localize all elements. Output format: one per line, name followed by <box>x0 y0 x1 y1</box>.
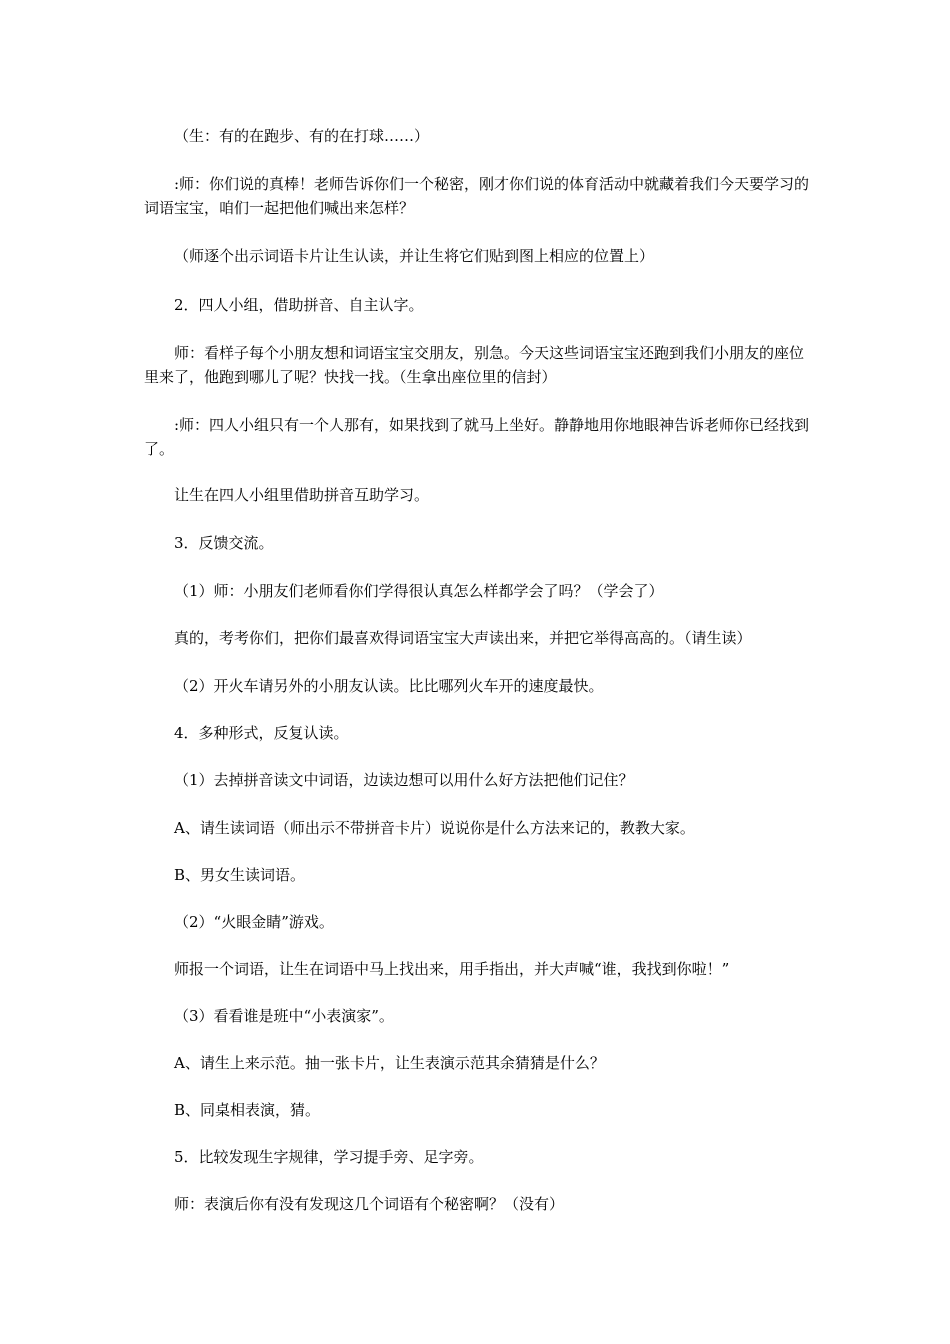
paragraph-16: （2）“火眼金睛”游戏。 <box>174 913 334 931</box>
paragraph-21: 5．比较发现生字规律，学习提手旁、足字旁。 <box>174 1148 484 1166</box>
paragraph-3: （师逐个出示词语卡片让生认读，并让生将它们贴到图上相应的位置上） <box>174 247 655 265</box>
paragraph-1: （生：有的在跑步、有的在打球……） <box>174 127 430 145</box>
paragraph-11: （2）开火车请另外的小朋友认读。比比哪列火车开的速度最快。 <box>174 677 604 695</box>
paragraph-12: 4．多种形式，反复认读。 <box>174 724 349 742</box>
paragraph-19: A、请生上来示范。抽一张卡片，让生表演示范其余猜猜是什么？ <box>174 1054 605 1072</box>
paragraph-9: （1）师：小朋友们老师看你们学得很认真怎么样都学会了吗？（学会了） <box>174 582 664 600</box>
paragraph-6: :师：四人小组只有一个人那有，如果找到了就马上坐好。静静地用你地眼神告诉老师你已经找到了。 <box>144 416 810 458</box>
paragraph-14: A、请生读词语（师出示不带拼音卡片）说说你是什么方法来记的，教教大家。 <box>174 819 695 837</box>
paragraph-2: :师：你们说的真棒！老师告诉你们一个秘密，刚才你们说的体育活动中就藏着我们今天要学习的词语宝宝，咱们一起把他们喊出来怎样？ <box>144 175 810 217</box>
paragraph-10: 真的，考考你们，把你们最喜欢得词语宝宝大声读出来，并把它举得高高的。（请生读） <box>174 629 752 647</box>
paragraph-18: （3）看看谁是班中“小表演家”。 <box>174 1007 394 1025</box>
paragraph-5: 师：看样子每个小朋友想和词语宝宝交朋友，别急。今天这些词语宝宝还跑到我们小朋友的座位里来了，他跑到哪儿了呢？快找一找。（生拿出座位里的信封） <box>144 344 805 386</box>
paragraph-15: B、男女生读词语。 <box>174 866 306 884</box>
paragraph-4: 2．四人小组，借助拼音、自主认字。 <box>174 296 424 314</box>
paragraph-22: 师：表演后你有没有发现这几个词语有个秘密啊？（没有） <box>174 1195 565 1213</box>
paragraph-17: 师报一个词语，让生在词语中马上找出来，用手指出，并大声喊“谁，我找到你啦！” <box>174 960 730 978</box>
paragraph-7: 让生在四人小组里借助拼音互助学习。 <box>174 486 430 504</box>
paragraph-13: （1）去掉拼音读文中词语，边读边想可以用什么好方法把他们记住？ <box>174 771 634 789</box>
paragraph-20: B、同桌相表演，猜。 <box>174 1101 321 1119</box>
paragraph-8: 3．反馈交流。 <box>174 534 274 552</box>
